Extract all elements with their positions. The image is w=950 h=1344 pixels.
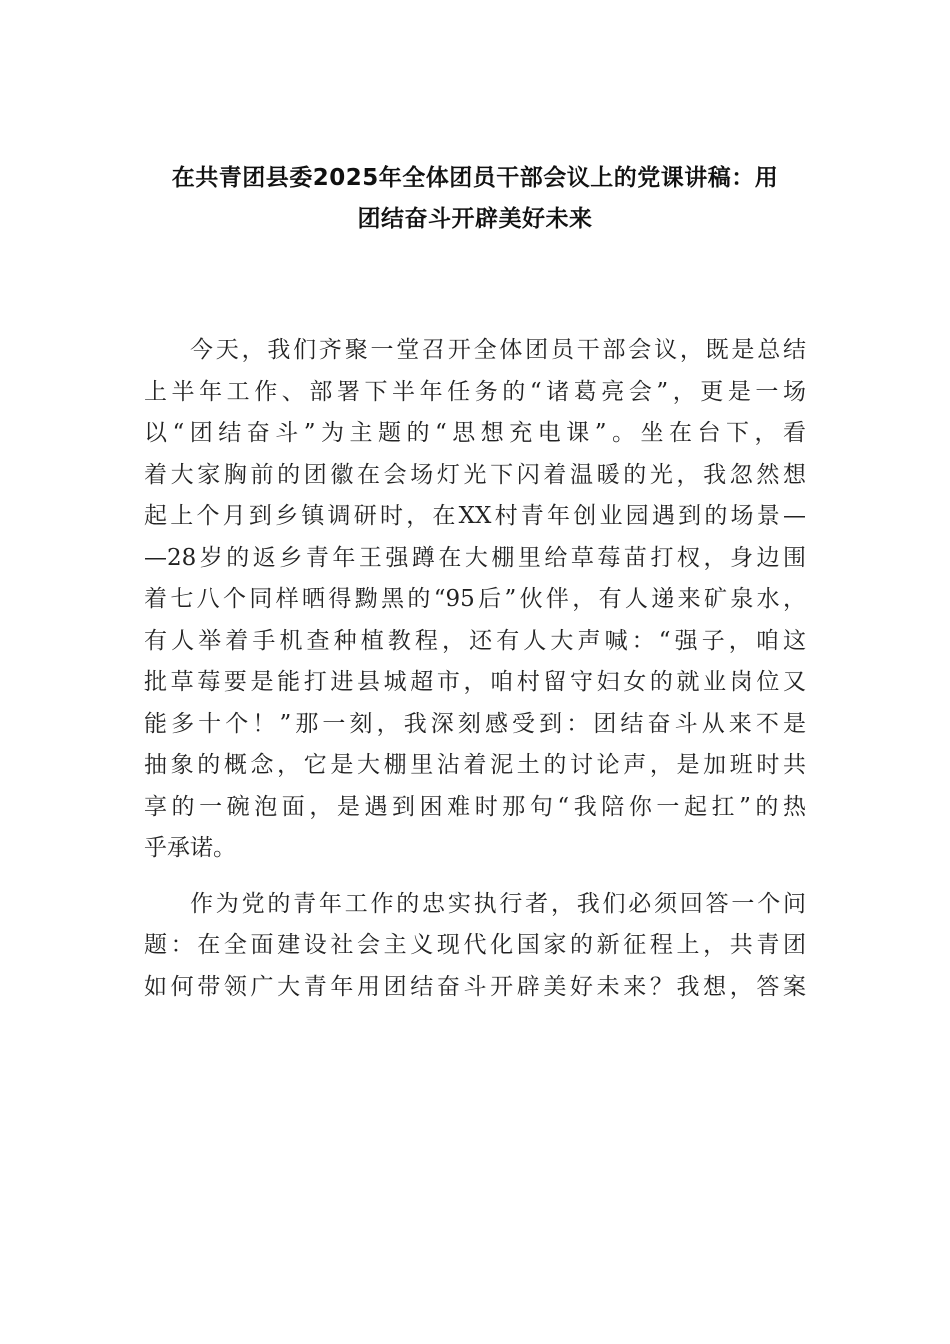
document-body [144, 330, 806, 1022]
text-line: 题：在全面建设社会主义现代化国家的新征程上，共青团 [144, 932, 806, 958]
paragraph-1 [144, 330, 806, 870]
title-line-2: 团结奋斗开辟美好未来 [357, 206, 593, 232]
text-line: 批草莓要是能打进县城超市，咱村留守妇女的就业岗位又 [144, 669, 806, 695]
paragraph-2 [144, 884, 806, 1009]
text-line: 着大家胸前的团徽在会场灯光下闪着温暖的光，我忽然想 [144, 461, 806, 488]
text-line: 起上个月到乡镇调研时，在XX村青年创业园遇到的场景— [144, 503, 806, 529]
text-line: 着七八个同样晒得黝黑的“95后”伙伴，有人递来矿泉水， [144, 586, 806, 612]
text-line: 享的一碗泡面，是遇到困难时那句“我陪你一起扛”的热 [144, 793, 806, 820]
text-line: 如何带领广大青年用团结奋斗开辟美好未来？我想，答案 [144, 973, 806, 1000]
text-line: 今天，我们齐聚一堂召开全体团员干部会议，既是总结 [190, 337, 806, 363]
text-line: 抽象的概念，它是大棚里沾着泥土的讨论声，是加班时共 [144, 752, 806, 778]
document-title [140, 158, 810, 240]
text-line: 能多十个！”那一刻，我深刻感受到：团结奋斗从来不是 [144, 710, 806, 737]
text-line: —28岁的返乡青年王强蹲在大棚里给草莓苗打杈，身边围 [144, 544, 806, 571]
text-line: 上半年工作、部署下半年任务的“诸葛亮会”，更是一场 [144, 378, 806, 405]
title-line-1: 在共青团县委2025年全体团员干部会议上的党课讲稿：用 [171, 165, 779, 191]
text-line: 作为党的青年工作的忠实执行者，我们必须回答一个问 [190, 890, 806, 917]
text-line: 有人举着手机查种植教程，还有人大声喊：“强子，咱这 [144, 627, 806, 654]
text-line: 以“团结奋斗”为主题的“思想充电课”。坐在台下，看 [144, 420, 806, 446]
text-line: 乎承诺。 [144, 835, 236, 861]
